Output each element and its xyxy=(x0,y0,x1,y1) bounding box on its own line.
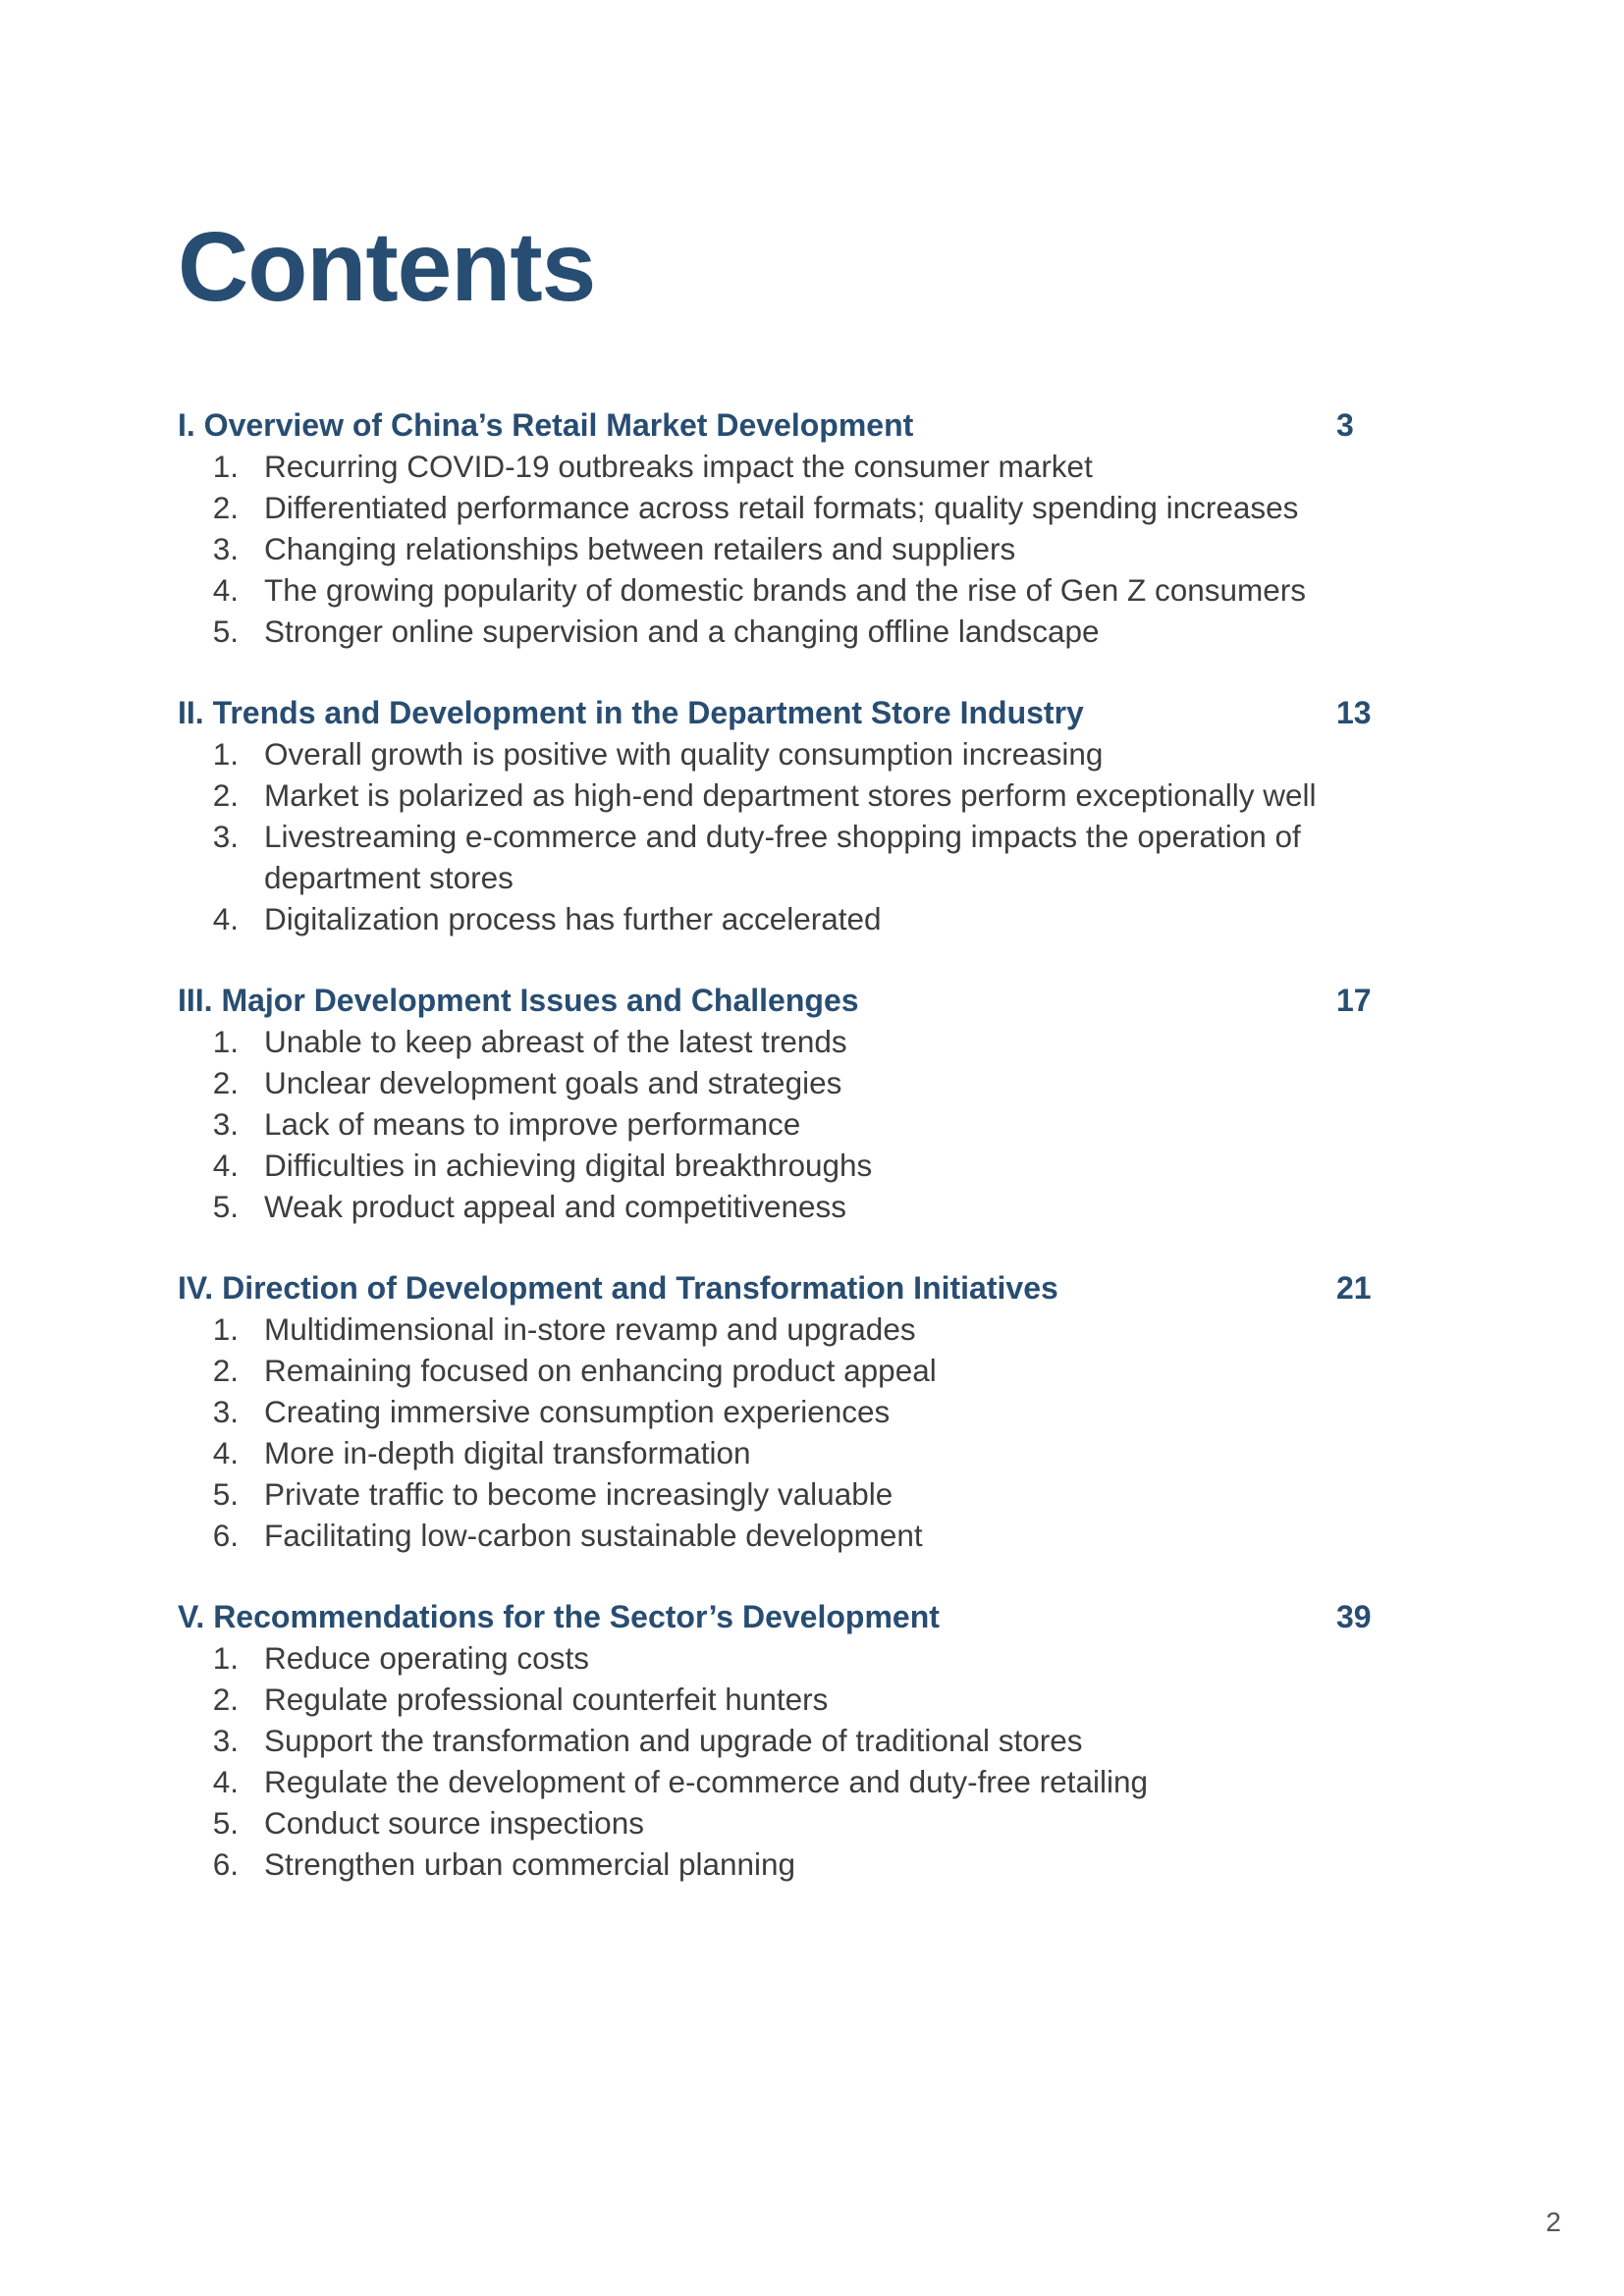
item-number: 1. xyxy=(212,449,239,484)
item-number: 4. xyxy=(212,1148,239,1183)
toc-item[interactable] xyxy=(178,1761,1395,1802)
item-text: Facilitating low-carbon sustainable development xyxy=(264,1518,923,1553)
toc-item[interactable] xyxy=(178,1679,1395,1720)
page-number: 2 xyxy=(1545,2207,1561,2237)
item-text: Conduct source inspections xyxy=(264,1805,644,1841)
toc-section-heading[interactable] xyxy=(178,1267,1395,1308)
item-number: 2. xyxy=(212,1682,239,1717)
toc-item[interactable] xyxy=(178,1515,1395,1556)
item-number: 5. xyxy=(212,1476,239,1512)
toc-item[interactable] xyxy=(178,528,1395,569)
item-number: 6. xyxy=(212,1846,239,1882)
toc-item[interactable] xyxy=(178,487,1395,528)
section-page-number: 3 xyxy=(1336,407,1354,443)
item-text: The growing popularity of domestic brands and the rise of Gen Z consumers xyxy=(264,572,1307,608)
item-number: 5. xyxy=(212,1805,239,1841)
item-number: 4. xyxy=(212,1764,239,1799)
section-title: II. Trends and Development in the Department Store Industry xyxy=(178,695,1084,730)
item-number: 4. xyxy=(212,1435,239,1470)
item-text: Strengthen urban commercial planning xyxy=(264,1846,796,1882)
item-text: Livestreaming e-commerce and duty-free shopping impacts the operation of department stores xyxy=(264,819,1301,895)
table-of-contents xyxy=(178,404,1395,1925)
item-text: Difficulties in achieving digital breakthroughs xyxy=(264,1148,873,1183)
toc-item[interactable] xyxy=(178,1062,1395,1103)
toc-section-5 xyxy=(178,1596,1395,1885)
toc-item[interactable] xyxy=(178,898,1395,939)
item-number: 3. xyxy=(212,819,239,854)
item-text: Changing relationships between retailers and suppliers xyxy=(264,531,1016,566)
item-number: 6. xyxy=(212,1518,239,1553)
toc-item[interactable] xyxy=(178,1432,1395,1473)
toc-item[interactable] xyxy=(178,1843,1395,1885)
item-number: 2. xyxy=(212,777,239,813)
section-title: V. Recommendations for the Sector’s Development xyxy=(178,1599,940,1634)
item-text: Lack of means to improve performance xyxy=(264,1106,801,1142)
section-page-number: 13 xyxy=(1336,695,1372,730)
item-text: Reduce operating costs xyxy=(264,1640,589,1676)
toc-section-2 xyxy=(178,692,1395,939)
toc-item-list xyxy=(178,1637,1395,1885)
toc-section-heading[interactable] xyxy=(178,404,1395,446)
item-text: Overall growth is positive with quality consumption increasing xyxy=(264,736,1104,772)
item-number: 5. xyxy=(212,1189,239,1224)
item-number: 3. xyxy=(212,1106,239,1142)
item-number: 3. xyxy=(212,1394,239,1429)
toc-item[interactable] xyxy=(178,569,1395,611)
toc-section-1 xyxy=(178,404,1395,652)
toc-item[interactable] xyxy=(178,1186,1395,1227)
item-text: More in-depth digital transformation xyxy=(264,1435,751,1470)
item-number: 2. xyxy=(212,1065,239,1100)
page-title: Contents xyxy=(178,212,596,322)
toc-item-list xyxy=(178,1021,1395,1227)
item-text: Unable to keep abreast of the latest trends xyxy=(264,1024,847,1059)
item-text: Stronger online supervision and a changing offline landscape xyxy=(264,614,1100,649)
item-number: 1. xyxy=(212,1640,239,1676)
item-text: Recurring COVID-19 outbreaks impact the consumer market xyxy=(264,449,1093,484)
item-text: Digitalization process has further accelerated xyxy=(264,901,882,936)
toc-item[interactable] xyxy=(178,816,1395,898)
item-text: Regulate professional counterfeit hunters xyxy=(264,1682,829,1717)
toc-item[interactable] xyxy=(178,1637,1395,1679)
section-title: III. Major Development Issues and Challenges xyxy=(178,983,859,1018)
item-text: Unclear development goals and strategies xyxy=(264,1065,842,1100)
section-page-number: 21 xyxy=(1336,1270,1372,1306)
item-number: 1. xyxy=(212,1024,239,1059)
item-text: Creating immersive consumption experiences xyxy=(264,1394,891,1429)
item-text: Private traffic to become increasingly valuable xyxy=(264,1476,893,1512)
toc-section-heading[interactable] xyxy=(178,1596,1395,1637)
toc-item[interactable] xyxy=(178,1145,1395,1186)
toc-section-3 xyxy=(178,980,1395,1227)
item-number: 2. xyxy=(212,1353,239,1388)
toc-item[interactable] xyxy=(178,446,1395,487)
item-number: 4. xyxy=(212,572,239,608)
section-page-number: 17 xyxy=(1336,983,1372,1018)
item-number: 1. xyxy=(212,736,239,772)
toc-item[interactable] xyxy=(178,1802,1395,1843)
toc-item-list xyxy=(178,733,1395,939)
toc-item[interactable] xyxy=(178,1391,1395,1432)
toc-item[interactable] xyxy=(178,1720,1395,1761)
item-text: Market is polarized as high-end department stores perform exceptionally well xyxy=(264,777,1317,813)
item-number: 4. xyxy=(212,901,239,936)
item-number: 3. xyxy=(212,531,239,566)
toc-section-heading[interactable] xyxy=(178,692,1395,733)
toc-item[interactable] xyxy=(178,1473,1395,1515)
toc-item[interactable] xyxy=(178,1350,1395,1391)
toc-item[interactable] xyxy=(178,611,1395,652)
toc-item[interactable] xyxy=(178,774,1395,816)
section-title: I. Overview of China’s Retail Market Development xyxy=(178,407,914,443)
toc-section-4 xyxy=(178,1267,1395,1556)
toc-item[interactable] xyxy=(178,1103,1395,1145)
item-text: Weak product appeal and competitiveness xyxy=(264,1189,847,1224)
toc-item[interactable] xyxy=(178,1308,1395,1350)
item-text: Multidimensional in-store revamp and upgrades xyxy=(264,1311,916,1347)
item-number: 3. xyxy=(212,1723,239,1758)
item-number: 2. xyxy=(212,490,239,525)
item-text: Support the transformation and upgrade of traditional stores xyxy=(264,1723,1083,1758)
toc-item[interactable] xyxy=(178,1021,1395,1062)
item-number: 5. xyxy=(212,614,239,649)
section-title: IV. Direction of Development and Transformation Initiatives xyxy=(178,1270,1058,1306)
toc-section-heading[interactable] xyxy=(178,980,1395,1021)
toc-item-list xyxy=(178,446,1395,652)
item-number: 1. xyxy=(212,1311,239,1347)
item-text: Regulate the development of e-commerce and duty-free retailing xyxy=(264,1764,1148,1799)
toc-item[interactable] xyxy=(178,733,1395,774)
section-page-number: 39 xyxy=(1336,1599,1372,1634)
item-text: Remaining focused on enhancing product appeal xyxy=(264,1353,937,1388)
toc-item-list xyxy=(178,1308,1395,1556)
item-text: Differentiated performance across retail formats; quality spending increases xyxy=(264,490,1299,525)
